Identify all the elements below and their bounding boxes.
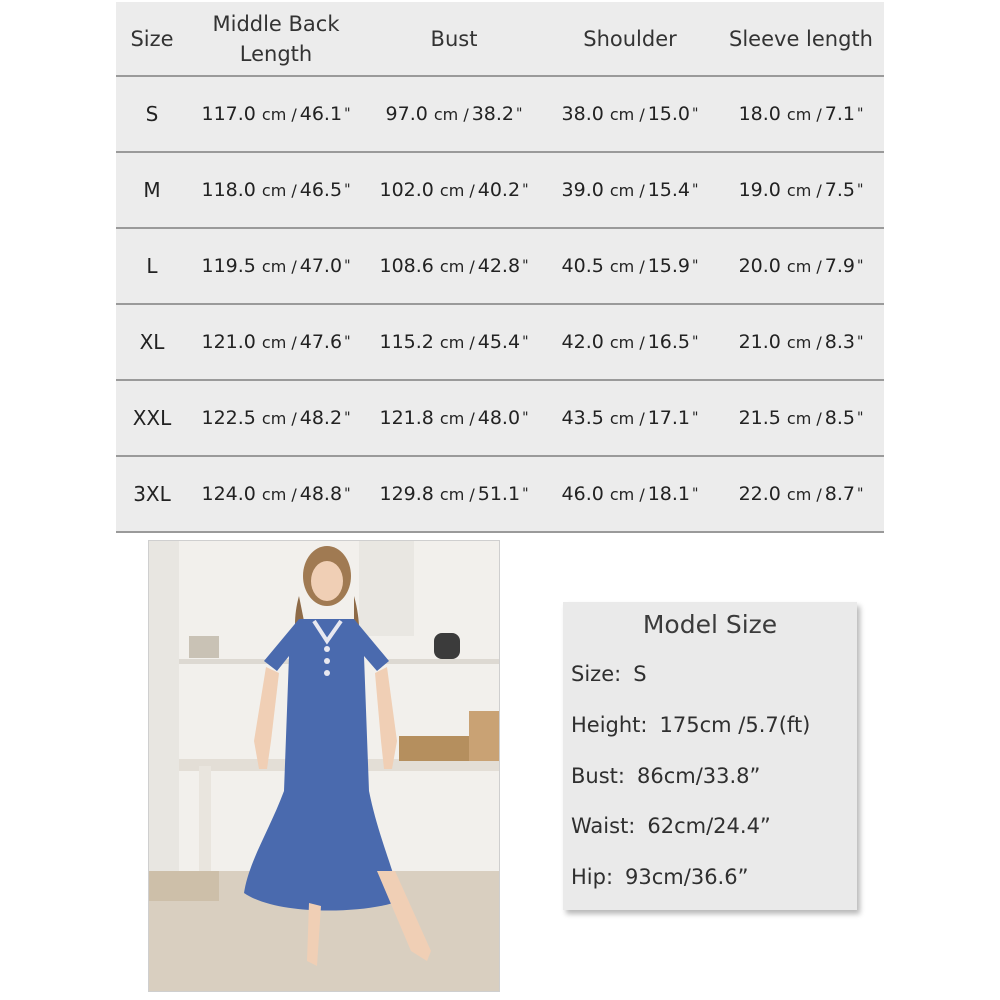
- sleeve-cm-value: 22.0: [738, 483, 781, 505]
- size-cell: 3XL: [133, 482, 171, 506]
- shoulder-cm-value: 46.0: [561, 483, 604, 505]
- length-cell: [188, 457, 364, 531]
- unit-inch-mark: ": [522, 182, 529, 198]
- unit-cm-label: cm /: [433, 104, 469, 124]
- unit-cm-label: cm /: [261, 408, 297, 428]
- shoulder-cell: [542, 153, 718, 227]
- length-inch-value: 47.6: [299, 331, 343, 353]
- sleeve-cm-value: 20.0: [738, 255, 781, 277]
- sleeve-cell: [718, 77, 884, 151]
- model-size-value: S: [633, 662, 647, 686]
- model-waist-line: [571, 814, 771, 838]
- model-size-card: [563, 602, 857, 910]
- length-cell: [188, 381, 364, 455]
- length-inch-value: 48.2: [299, 407, 343, 429]
- shoulder-cell: [542, 381, 718, 455]
- unit-cm-label: cm /: [439, 256, 475, 276]
- unit-cm-label: cm /: [786, 180, 822, 200]
- table-body: [116, 77, 884, 533]
- unit-inch-mark: ": [856, 182, 864, 198]
- unit-inch-mark: ": [522, 334, 529, 350]
- bust-cm-value: 97.0: [385, 103, 428, 125]
- bust-cm-value: 115.2: [379, 331, 434, 353]
- unit-cm-label: cm /: [609, 104, 645, 124]
- bust-cell: [366, 77, 542, 151]
- size-cell: M: [143, 178, 161, 202]
- shoulder-inch-value: 15.9: [647, 255, 691, 277]
- unit-cm-label: cm /: [786, 104, 822, 124]
- shoulder-inch-value: 18.1: [647, 483, 691, 505]
- bust-inch-value: 42.8: [477, 255, 521, 277]
- model-hip-label: Hip:: [571, 865, 614, 889]
- sleeve-cm-value: 21.0: [738, 331, 781, 353]
- shoulder-cm-value: 38.0: [561, 103, 604, 125]
- shoulder-cm-value: 42.0: [561, 331, 604, 353]
- unit-cm-label: cm /: [439, 408, 475, 428]
- sleeve-cm-value: 18.0: [738, 103, 781, 125]
- unit-inch-mark: ": [856, 486, 864, 502]
- unit-inch-mark: ": [344, 410, 351, 426]
- unit-inch-mark: ": [692, 410, 699, 426]
- header-bust: Bust: [430, 26, 478, 51]
- header-middle-back-line1: Middle Back: [212, 11, 340, 36]
- unit-cm-label: cm /: [439, 484, 475, 504]
- header-size: Size: [130, 26, 174, 51]
- table-row: [116, 305, 884, 381]
- unit-cm-label: cm /: [439, 180, 475, 200]
- unit-cm-label: cm /: [786, 408, 822, 428]
- length-inch-value: 46.5: [299, 179, 343, 201]
- model-size-line: [571, 662, 647, 686]
- model-height-line: [571, 713, 810, 737]
- unit-inch-mark: ": [692, 258, 699, 274]
- unit-inch-mark: ": [692, 334, 699, 350]
- unit-inch-mark: ": [344, 334, 351, 350]
- sleeve-cm-value: 21.5: [738, 407, 781, 429]
- table-row: [116, 229, 884, 305]
- sleeve-inch-value: 7.1: [824, 103, 855, 125]
- shoulder-inch-value: 16.5: [647, 331, 691, 353]
- shoulder-cm-value: 43.5: [561, 407, 604, 429]
- sleeve-inch-value: 7.9: [824, 255, 855, 277]
- bust-cell: [366, 153, 542, 227]
- model-bust-label: Bust:: [571, 764, 625, 788]
- sleeve-cell: [718, 305, 884, 379]
- unit-cm-label: cm /: [609, 332, 645, 352]
- table-row: [116, 381, 884, 457]
- table-row: [116, 77, 884, 153]
- unit-inch-mark: ": [522, 258, 529, 274]
- sleeve-inch-value: 7.5: [824, 179, 855, 201]
- bust-inch-value: 48.0: [477, 407, 521, 429]
- model-hip-value: 93cm/36.6”: [625, 865, 749, 889]
- unit-inch-mark: ": [856, 410, 864, 426]
- model-bust-line: [571, 764, 760, 788]
- bust-inch-value: 51.1: [477, 483, 521, 505]
- length-cell: [188, 153, 364, 227]
- unit-cm-label: cm /: [439, 332, 475, 352]
- size-cell: S: [145, 102, 159, 126]
- unit-cm-label: cm /: [609, 484, 645, 504]
- model-photo-illustration: [149, 541, 499, 991]
- unit-cm-label: cm /: [609, 256, 645, 276]
- sleeve-inch-value: 8.3: [824, 331, 855, 353]
- sleeve-cell: [718, 153, 884, 227]
- length-cell: [188, 229, 364, 303]
- size-chart-table: [116, 2, 884, 533]
- length-cm-value: 118.0: [201, 179, 256, 201]
- unit-cm-label: cm /: [261, 180, 297, 200]
- length-inch-value: 47.0: [299, 255, 343, 277]
- unit-cm-label: cm /: [786, 256, 822, 276]
- bust-cm-value: 121.8: [379, 407, 434, 429]
- table-header-row: [116, 2, 884, 77]
- bust-inch-value: 40.2: [477, 179, 521, 201]
- sleeve-cell: [718, 381, 884, 455]
- sleeve-inch-value: 8.5: [824, 407, 855, 429]
- model-hip-line: [571, 865, 748, 889]
- unit-inch-mark: ": [516, 106, 523, 122]
- header-shoulder: Shoulder: [583, 26, 677, 51]
- model-size-label: Size:: [571, 662, 622, 686]
- bust-cell: [366, 457, 542, 531]
- shoulder-cell: [542, 457, 718, 531]
- sleeve-cell: [718, 229, 884, 303]
- sleeve-inch-value: 8.7: [824, 483, 855, 505]
- length-inch-value: 48.8: [299, 483, 343, 505]
- unit-cm-label: cm /: [261, 484, 297, 504]
- header-middle-back-length: [188, 2, 364, 75]
- bust-cm-value: 108.6: [379, 255, 434, 277]
- model-size-title: Model Size: [642, 610, 778, 639]
- length-cell: [188, 77, 364, 151]
- shoulder-cm-value: 40.5: [561, 255, 604, 277]
- shoulder-cell: [542, 229, 718, 303]
- model-height-label: Height:: [571, 713, 648, 737]
- bust-cell: [366, 305, 542, 379]
- shoulder-inch-value: 15.4: [647, 179, 691, 201]
- unit-inch-mark: ": [692, 182, 699, 198]
- shoulder-inch-value: 17.1: [647, 407, 691, 429]
- shoulder-cell: [542, 305, 718, 379]
- bust-inch-value: 38.2: [471, 103, 515, 125]
- unit-cm-label: cm /: [261, 332, 297, 352]
- shoulder-inch-value: 15.0: [647, 103, 691, 125]
- table-row: [116, 457, 884, 533]
- length-inch-value: 46.1: [299, 103, 343, 125]
- unit-inch-mark: ": [344, 106, 351, 122]
- model-photo: [148, 540, 500, 992]
- length-cm-value: 119.5: [201, 255, 256, 277]
- unit-cm-label: cm /: [786, 484, 822, 504]
- table-row: [116, 153, 884, 229]
- shoulder-cell: [542, 77, 718, 151]
- unit-inch-mark: ": [692, 486, 699, 502]
- unit-cm-label: cm /: [261, 256, 297, 276]
- bust-cell: [366, 381, 542, 455]
- unit-inch-mark: ": [522, 486, 529, 502]
- unit-inch-mark: ": [856, 334, 864, 350]
- size-cell: XXL: [132, 406, 172, 430]
- sleeve-cm-value: 19.0: [738, 179, 781, 201]
- header-sleeve-length: Sleeve length: [729, 26, 873, 51]
- length-cell: [188, 305, 364, 379]
- length-cm-value: 124.0: [201, 483, 256, 505]
- shoulder-cm-value: 39.0: [561, 179, 604, 201]
- length-cm-value: 122.5: [201, 407, 256, 429]
- size-cell: L: [146, 254, 158, 278]
- length-cm-value: 117.0: [201, 103, 256, 125]
- unit-inch-mark: ": [856, 106, 864, 122]
- unit-inch-mark: ": [344, 258, 351, 274]
- bust-cm-value: 129.8: [379, 483, 434, 505]
- unit-inch-mark: ": [692, 106, 699, 122]
- model-bust-value: 86cm/33.8”: [636, 764, 761, 788]
- unit-cm-label: cm /: [609, 180, 645, 200]
- model-waist-label: Waist:: [571, 814, 636, 838]
- unit-inch-mark: ": [522, 410, 529, 426]
- unit-inch-mark: ": [344, 182, 351, 198]
- bust-cm-value: 102.0: [379, 179, 434, 201]
- length-cm-value: 121.0: [201, 331, 256, 353]
- bust-cell: [366, 229, 542, 303]
- header-middle-back-line2: Length: [239, 41, 313, 66]
- bust-inch-value: 45.4: [477, 331, 521, 353]
- sleeve-cell: [718, 457, 884, 531]
- model-height-value: 175cm /5.7(ft): [659, 713, 811, 737]
- size-cell: XL: [139, 330, 165, 354]
- unit-inch-mark: ": [344, 486, 351, 502]
- model-waist-value: 62cm/24.4”: [647, 814, 771, 838]
- unit-cm-label: cm /: [261, 104, 297, 124]
- unit-cm-label: cm /: [609, 408, 645, 428]
- unit-inch-mark: ": [856, 258, 864, 274]
- unit-cm-label: cm /: [786, 332, 822, 352]
